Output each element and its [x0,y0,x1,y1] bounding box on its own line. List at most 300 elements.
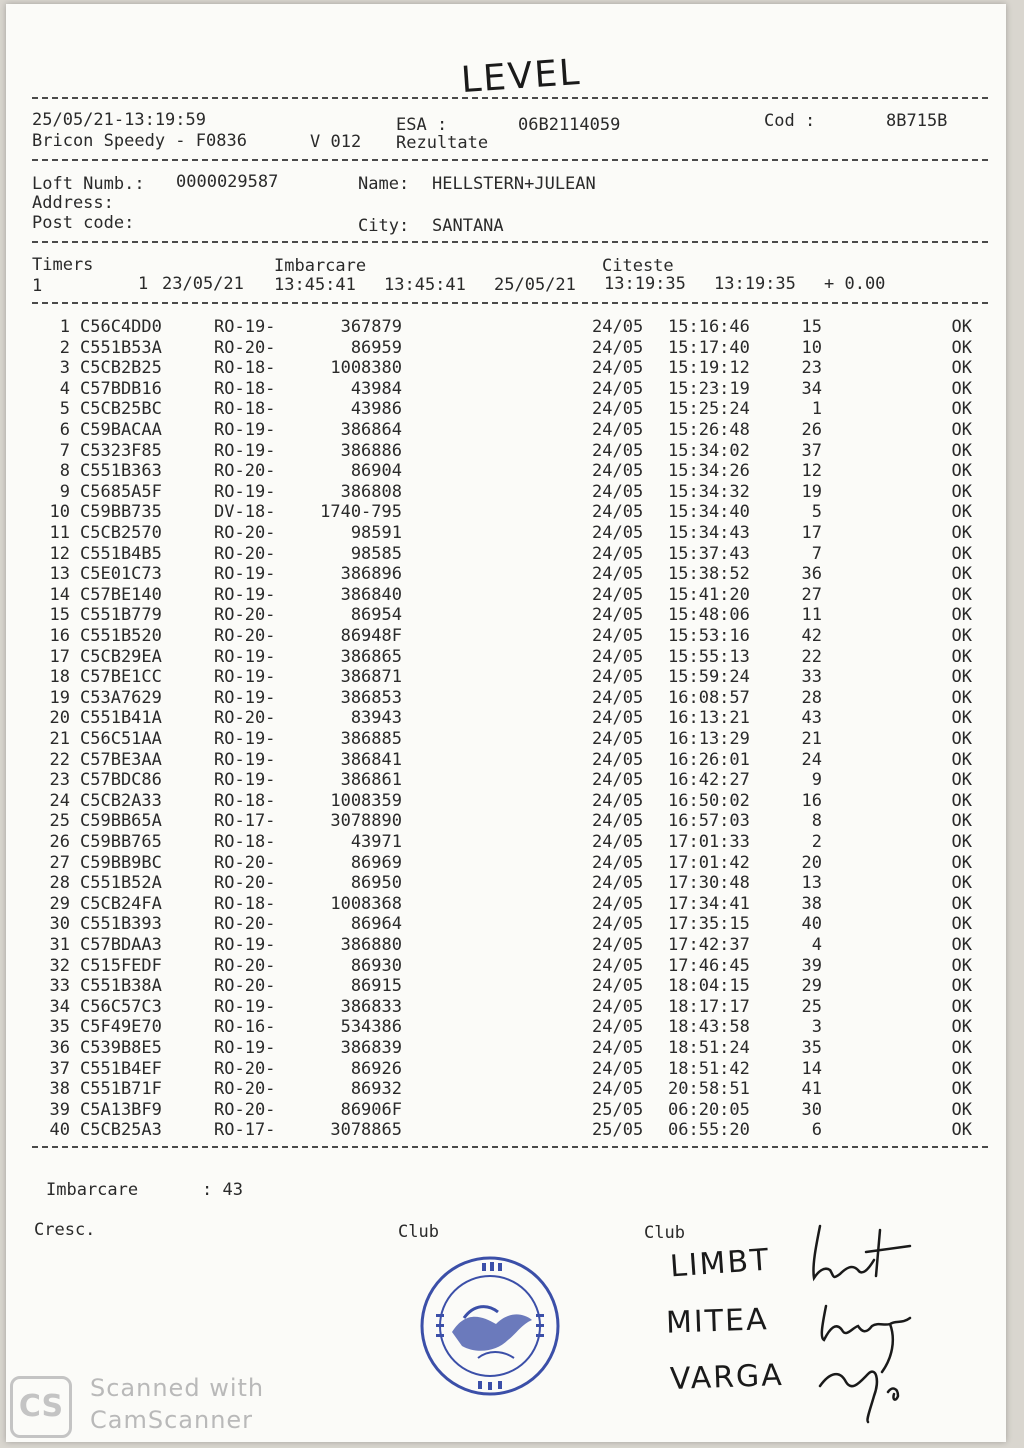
table-row [6,585,1006,606]
chip-id: C57BDAA3 [80,935,162,955]
row-number: 7 [59,440,70,461]
ring-prefix: RO-19- [214,584,276,605]
status: OK [951,708,972,729]
ring-number: 386841 [340,749,402,770]
arrival-date: 24/05 [592,317,644,337]
ring-number: 86930 [350,955,402,976]
chip-id: C59BACAA [80,420,162,440]
status: OK [951,914,972,935]
table-row [6,914,1006,935]
position: 40 [801,914,822,935]
position: 39 [801,955,822,976]
arrival-time: 17:42:37 [668,935,750,955]
table-row [6,399,1006,420]
arrival-date: 24/05 [592,976,644,997]
ring-number: 386865 [340,646,402,667]
arrival-time: 15:17:40 [668,337,750,358]
position: 42 [801,626,822,646]
arrival-time: 06:55:20 [668,1120,750,1141]
ring-prefix: RO-19- [214,420,276,440]
position: 24 [801,749,822,770]
arrival-date: 24/05 [592,749,644,770]
ring-number: 1008380 [330,358,402,379]
ring-number: 86969 [350,852,402,873]
divider [32,241,988,243]
position: 6 [811,1120,822,1141]
table-row [6,441,1006,462]
club-stamp-icon [418,1254,562,1398]
row-number: 22 [49,749,70,770]
position: 5 [811,502,822,523]
chip-id: C5CB29EA [80,646,162,667]
position: 20 [801,852,822,873]
ring-prefix: RO-19- [214,770,276,791]
arrival-time: 15:37:43 [668,543,750,564]
position: 43 [801,708,822,729]
status: OK [951,399,972,420]
chip-id: C56C57C3 [80,996,162,1017]
arrival-date: 24/05 [592,729,644,749]
signature-icon [806,1216,936,1426]
club-label-2: Club [644,1223,685,1243]
ring-number: 86906F [340,1099,402,1120]
table-row [6,873,1006,894]
ring-prefix: DV-18- [214,502,276,523]
status: OK [951,378,972,399]
ring-number: 1008359 [330,790,402,811]
ring-prefix: RO-20- [214,1058,276,1079]
row-number: 24 [49,790,70,811]
row-number: 34 [49,996,70,1017]
row-number: 11 [49,523,70,543]
arrival-time: 16:57:03 [668,811,750,832]
row-number: 31 [49,935,70,955]
ring-number: 1008368 [330,893,402,914]
chip-id: C59BB65A [80,811,162,832]
status: OK [951,996,972,1017]
arrival-date: 24/05 [592,1017,644,1038]
table-row [6,1120,1006,1141]
ring-prefix: RO-20- [214,1099,276,1120]
position: 27 [801,584,822,605]
position: 41 [801,1079,822,1100]
status: OK [951,852,972,873]
imbarcare-date: 23/05/21 [162,274,244,294]
arrival-date: 24/05 [592,584,644,605]
arrival-date: 24/05 [592,893,644,914]
status: OK [951,1099,972,1120]
position: 21 [801,729,822,749]
handwritten-name-1: LIMBT [668,1242,772,1285]
ring-number: 386861 [340,770,402,791]
ring-number: 386885 [340,729,402,749]
esa-label: ESA : [396,115,448,135]
arrival-date: 24/05 [592,873,644,894]
status: OK [951,481,972,502]
ring-prefix: RO-18- [214,358,276,379]
arrival-time: 15:23:19 [668,378,750,399]
cod-value: 8B715B [886,111,948,131]
row-number: 27 [49,852,70,873]
table-row [6,1059,1006,1080]
status: OK [951,440,972,461]
table-row [6,564,1006,585]
arrival-time: 17:01:33 [668,832,750,852]
status: OK [951,832,972,852]
citeste-time-1: 13:19:35 [604,274,686,294]
ring-prefix: RO-19- [214,667,276,688]
position: 29 [801,976,822,997]
ring-prefix: RO-20- [214,708,276,729]
row-number: 12 [49,543,70,564]
arrival-date: 24/05 [592,646,644,667]
table-row [6,791,1006,812]
position: 13 [801,873,822,894]
row-number: 29 [49,893,70,914]
arrival-date: 24/05 [592,667,644,688]
row-number: 4 [59,378,70,399]
position: 9 [811,770,822,791]
cod-label: Cod : [764,111,816,131]
arrival-date: 24/05 [592,832,644,852]
ring-prefix: RO-20- [214,976,276,997]
ring-number: 86964 [350,914,402,935]
table-row [6,708,1006,729]
table-row [6,626,1006,647]
arrival-date: 24/05 [592,399,644,420]
table-row [6,379,1006,400]
chip-id: C515FEDF [80,955,162,976]
ring-prefix: RO-19- [214,749,276,770]
ring-number: 43986 [350,399,402,420]
ring-number: 86950 [350,873,402,894]
status: OK [951,893,972,914]
arrival-date: 24/05 [592,935,644,955]
arrival-date: 24/05 [592,914,644,935]
table-row [6,502,1006,523]
row-number: 39 [49,1099,70,1120]
arrival-date: 24/05 [592,1038,644,1058]
club-label-1: Club [398,1222,439,1242]
chip-id: C5323F85 [80,440,162,461]
chip-id: C53A7629 [80,687,162,708]
row-number: 14 [49,584,70,605]
arrival-time: 16:08:57 [668,687,750,708]
chip-id: C57BDC86 [80,770,162,791]
row-number: 28 [49,873,70,894]
row-number: 23 [49,770,70,791]
ring-prefix: RO-19- [214,317,276,337]
status: OK [951,955,972,976]
arrival-time: 15:53:16 [668,626,750,646]
status: OK [951,337,972,358]
imbarcare-time-1: 13:45:41 [274,275,356,295]
arrival-time: 15:55:13 [668,646,750,667]
arrival-time: 17:35:15 [668,914,750,935]
row-number: 2 [59,337,70,358]
ring-number: 83943 [350,708,402,729]
arrival-date: 24/05 [592,523,644,543]
address-label: Address: [32,193,114,213]
ring-number: 43984 [350,378,402,399]
status: OK [951,584,972,605]
row-number: 10 [49,502,70,523]
ring-number: 98585 [350,543,402,564]
ring-number: 534386 [340,1017,402,1038]
ring-number: 386840 [340,584,402,605]
ring-prefix: RO-17- [214,1120,276,1141]
status: OK [951,461,972,482]
position: 22 [801,646,822,667]
status: OK [951,646,972,667]
row-number: 8 [59,461,70,482]
status: OK [951,976,972,997]
table-row [6,482,1006,503]
chip-id: C551B52A [80,873,162,894]
arrival-time: 15:19:12 [668,358,750,379]
ring-prefix: RO-19- [214,440,276,461]
chip-id: C56C4DD0 [80,317,162,337]
ring-number: 86932 [350,1079,402,1100]
chip-id: C551B520 [80,626,162,646]
arrival-time: 18:17:17 [668,996,750,1017]
position: 23 [801,358,822,379]
arrival-date: 24/05 [592,687,644,708]
position: 38 [801,893,822,914]
ring-prefix: RO-19- [214,996,276,1017]
row-number: 6 [59,420,70,440]
chip-id: C5CB2570 [80,523,162,543]
ring-prefix: RO-18- [214,790,276,811]
ring-number: 98591 [350,523,402,543]
row-number: 32 [49,955,70,976]
row-number: 17 [49,646,70,667]
status: OK [951,1017,972,1038]
status: OK [951,317,972,337]
ring-prefix: RO-20- [214,873,276,894]
chip-id: C551B53A [80,337,162,358]
report-type: Rezultate [396,133,489,153]
position: 36 [801,564,822,585]
arrival-date: 24/05 [592,708,644,729]
chip-id: C551B393 [80,914,162,935]
ring-number: 386880 [340,935,402,955]
ring-prefix: RO-20- [214,543,276,564]
timers-label: Timers [32,255,94,275]
ring-number: 367879 [340,317,402,337]
status: OK [951,626,972,646]
divider [32,1146,988,1148]
status: OK [951,1079,972,1100]
name-label: Name: [358,174,410,194]
handwritten-name-2: MITEA [665,1302,770,1341]
chip-id: C539B8E5 [80,1038,162,1058]
arrival-time: 18:04:15 [668,976,750,997]
position: 2 [811,832,822,852]
handwritten-title: LEVEL [459,51,583,102]
position: 11 [801,605,822,626]
chip-id: C57BE140 [80,584,162,605]
ring-number: 86948F [340,626,402,646]
table-row [6,605,1006,626]
row-number: 5 [59,399,70,420]
ring-prefix: RO-19- [214,646,276,667]
position: 25 [801,996,822,1017]
arrival-date: 24/05 [592,955,644,976]
chip-id: C5685A5F [80,481,162,502]
position: 37 [801,440,822,461]
device-version: V 012 [310,132,362,152]
arrival-time: 16:50:02 [668,790,750,811]
chip-id: C5CB25BC [80,399,162,420]
position: 7 [811,543,822,564]
divider [32,159,988,161]
chip-id: C551B4EF [80,1058,162,1079]
row-number: 25 [49,811,70,832]
imbarcare-total-value: : 43 [202,1180,243,1200]
arrival-time: 15:25:24 [668,399,750,420]
status: OK [951,543,972,564]
arrival-date: 24/05 [592,770,644,791]
position: 19 [801,481,822,502]
ring-number: 86926 [350,1058,402,1079]
row-number: 26 [49,832,70,852]
arrival-date: 24/05 [592,790,644,811]
table-row [6,1100,1006,1121]
row-number: 19 [49,687,70,708]
arrival-date: 24/05 [592,378,644,399]
status: OK [951,523,972,543]
status: OK [951,564,972,585]
imbarcare-total-label: Imbarcare [46,1180,139,1200]
ring-prefix: RO-20- [214,626,276,646]
arrival-date: 24/05 [592,1058,644,1079]
postcode-label: Post code: [32,213,135,233]
arrival-date: 24/05 [592,564,644,585]
row-number: 30 [49,914,70,935]
row-number: 16 [49,626,70,646]
arrival-time: 18:51:42 [668,1058,750,1079]
position: 4 [811,935,822,955]
ring-prefix: RO-20- [214,605,276,626]
chip-id: C551B363 [80,461,162,482]
table-row [6,997,1006,1018]
table-row [6,976,1006,997]
ring-number: 1740-795 [320,502,402,523]
timer-number: 1 [138,274,149,294]
arrival-date: 24/05 [592,996,644,1017]
arrival-time: 15:26:48 [668,420,750,440]
arrival-time: 15:16:46 [668,317,750,337]
row-number: 38 [49,1079,70,1100]
ring-number: 386864 [340,420,402,440]
ring-prefix: RO-18- [214,399,276,420]
position: 35 [801,1038,822,1058]
chip-id: C551B71F [80,1079,162,1100]
table-row [6,956,1006,977]
ring-prefix: RO-19- [214,729,276,749]
table-row [6,770,1006,791]
ring-prefix: RO-19- [214,564,276,585]
arrival-time: 17:30:48 [668,873,750,894]
chip-id: C5CB25A3 [80,1120,162,1141]
position: 28 [801,687,822,708]
status: OK [951,687,972,708]
ring-prefix: RO-20- [214,461,276,482]
status: OK [951,935,972,955]
timer-index: 1 [32,276,43,296]
status: OK [951,605,972,626]
chip-id: C57BDB16 [80,378,162,399]
ring-number: 3078865 [330,1120,402,1141]
table-row [6,1079,1006,1100]
ring-prefix: RO-18- [214,378,276,399]
arrival-time: 18:51:24 [668,1038,750,1058]
ring-number: 386896 [340,564,402,585]
ring-prefix: RO-19- [214,687,276,708]
chip-id: C59BB9BC [80,852,162,873]
arrival-time: 17:34:41 [668,893,750,914]
row-number: 35 [49,1017,70,1038]
ring-prefix: RO-18- [214,832,276,852]
cresc-label: Cresc. [34,1220,96,1240]
arrival-date: 24/05 [592,440,644,461]
ring-number: 3078890 [330,811,402,832]
position: 30 [801,1099,822,1120]
status: OK [951,1120,972,1141]
position: 12 [801,461,822,482]
arrival-time: 15:34:26 [668,461,750,482]
arrival-date: 24/05 [592,461,644,482]
chip-id: C57BE3AA [80,749,162,770]
chip-id: C551B4B5 [80,543,162,564]
arrival-date: 25/05 [592,1120,644,1141]
chip-id: C551B41A [80,708,162,729]
ring-prefix: RO-20- [214,955,276,976]
results-sheet [6,4,1006,1442]
table-row [6,688,1006,709]
ring-number: 386886 [340,440,402,461]
row-number: 20 [49,708,70,729]
loft-number-value: 0000029587 [176,172,279,192]
chip-id: C551B779 [80,605,162,626]
imbarcare-time-2: 13:45:41 [384,275,466,295]
position: 3 [811,1017,822,1038]
position: 1 [811,399,822,420]
ring-prefix: RO-20- [214,914,276,935]
ring-prefix: RO-18- [214,893,276,914]
arrival-time: 20:58:51 [668,1079,750,1100]
table-row [6,750,1006,771]
arrival-time: 15:41:20 [668,584,750,605]
citeste-label: Citeste [602,256,674,276]
camscanner-logo-icon: CS [10,1376,72,1438]
arrival-date: 24/05 [592,1079,644,1100]
ring-number: 386808 [340,481,402,502]
status: OK [951,420,972,440]
chip-id: C5CB2B25 [80,358,162,379]
position: 17 [801,523,822,543]
ring-prefix: RO-20- [214,337,276,358]
status: OK [951,790,972,811]
row-number: 21 [49,729,70,749]
table-row [6,647,1006,668]
position: 8 [811,811,822,832]
status: OK [951,811,972,832]
row-number: 1 [59,317,70,337]
report-datetime: 25/05/21-13:19:59 [32,110,206,130]
watermark-line-1: Scanned with [90,1374,265,1402]
